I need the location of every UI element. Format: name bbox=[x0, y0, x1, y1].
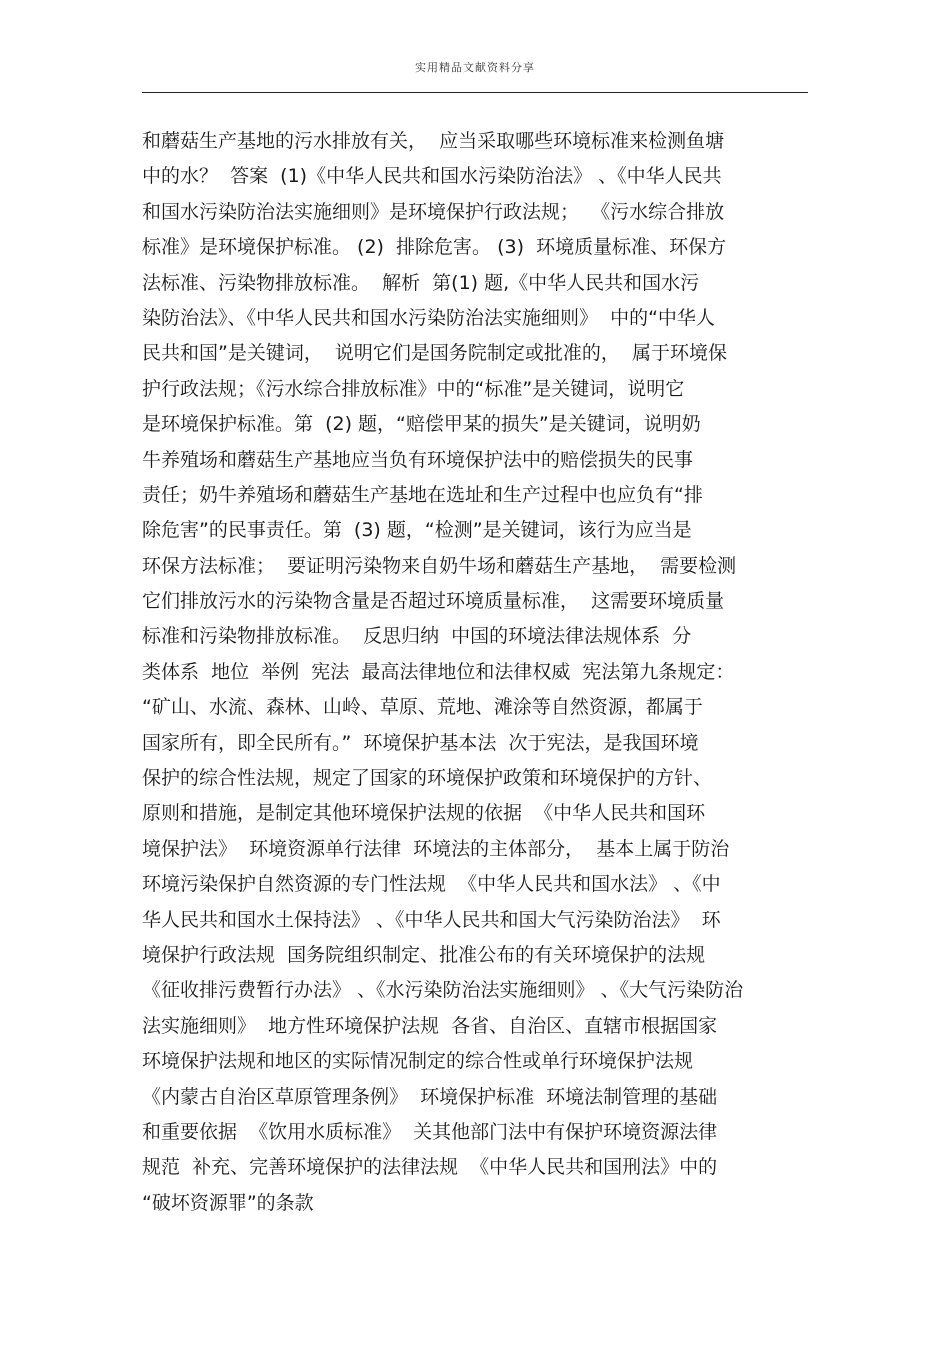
text-line: 它们排放污水的污染物含量是否超过环境质量标准， 这需要环境质量 bbox=[142, 590, 725, 613]
text-line: 境保护法》 环境资源单行法律 环境法的主体部分， 基本上属于防治 bbox=[142, 837, 730, 860]
text-line: 中的水？ 答案 (1)《中华人民共和国水污染防治法》 、《中华人民共 bbox=[142, 165, 722, 188]
text-line: 标准》是环境保护标准。 (2) 排除危害。 (3) 环境质量标准、环保方 bbox=[142, 236, 727, 259]
text-line: 环境污染保护自然资源的专门性法规 《中华人民共和国水法》 、《中 bbox=[142, 873, 721, 896]
text-line: 和蘑菇生产基地的污水排放有关， 应当采取哪些环境标准来检测鱼塘 bbox=[142, 130, 725, 152]
text-line: “矿山、水流、森林、山岭、草原、荒地、滩涂等自然资源，都属于 bbox=[142, 696, 703, 719]
text-line: 标准和污染物排放标准。 反思归纳 中国的环境法律法规体系 分 bbox=[142, 625, 692, 648]
text-line: 环境保护法规和地区的实际情况制定的综合性或单行环境保护法规 bbox=[142, 1050, 694, 1073]
text-line: 规范 补充、完善环境保护的法律法规 《中华人民共和国刑法》中的 bbox=[142, 1156, 718, 1179]
text-line: 牛养殖场和蘑菇生产基地应当负有环境保护法中的赔偿损失的民事 bbox=[142, 448, 694, 471]
text-line: 法实施细则》 地方性环境保护法规 各省、自治区、直辖市根据国家 bbox=[142, 1014, 718, 1037]
text-line: 国家所有，即全民所有。” 环境保护基本法 次于宪法，是我国环境 bbox=[142, 731, 699, 754]
text-line: 护行政法规；《污水综合排放标准》中的“标准”是关键词，说明它 bbox=[142, 377, 685, 400]
text-line: 境保护行政法规 国务院组织制定、批准公布的有关环境保护的法规 bbox=[142, 943, 706, 966]
text-line: 除危害”的民事责任。第 (3) 题，“检测”是关键词，该行为应当是 bbox=[142, 519, 692, 542]
text-line: 和重要依据 《饮用水质标准》 关其他部门法中有保护环境资源法律 bbox=[142, 1120, 718, 1143]
text-line: 《征收排污费暂行办法》 、《水污染防治法实施细则》 、《大气污染防治 bbox=[142, 979, 744, 1002]
text-line: 民共和国”是关键词， 说明它们是国务院制定或批准的， 属于环境保 bbox=[142, 342, 728, 365]
document-body bbox=[142, 124, 812, 1221]
header-text: 实用精品文献资料分享 bbox=[415, 61, 535, 74]
text-line: 染防治法》、《中华人民共和国水污染防治法实施细则》 中的“中华人 bbox=[142, 306, 715, 329]
text-line: “破坏资源罪”的条款 bbox=[142, 1191, 314, 1214]
text-line: 原则和措施，是制定其他环境保护法规的依据 《中华人民共和国环 bbox=[142, 802, 706, 825]
text-line: 《内蒙古自治区草原管理条例》 环境保护标准 环境法制管理的基础 bbox=[142, 1085, 718, 1108]
text-line: 责任；奶牛养殖场和蘑菇生产基地在选址和生产过程中也应负有“排 bbox=[142, 483, 703, 506]
text-line: 保护的综合性法规，规定了国家的环境保护政策和环境保护的方针、 bbox=[142, 767, 713, 790]
text-line: 环保方法标准； 要证明污染物来自奶牛场和蘑菇生产基地， 需要检测 bbox=[142, 554, 737, 577]
text-line: 和国水污染防治法实施细则》是环境保护行政法规； 《污水综合排放 bbox=[142, 200, 725, 223]
text-line: 法标准、污染物排放标准。 解析 第(1) 题,《中华人民共和国水污 bbox=[142, 271, 700, 294]
page-header bbox=[142, 58, 808, 93]
text-line: 是环境保护标准。第 (2) 题，“赔偿甲某的损失”是关键词，说明奶 bbox=[142, 413, 701, 436]
text-line: 类体系 地位 举例 宪法 最高法律地位和法律权威 宪法第九条规定： bbox=[142, 660, 735, 683]
text-line: 华人民共和国水土保持法》 、《中华人民共和国大气污染防治法》 环 bbox=[142, 908, 721, 931]
